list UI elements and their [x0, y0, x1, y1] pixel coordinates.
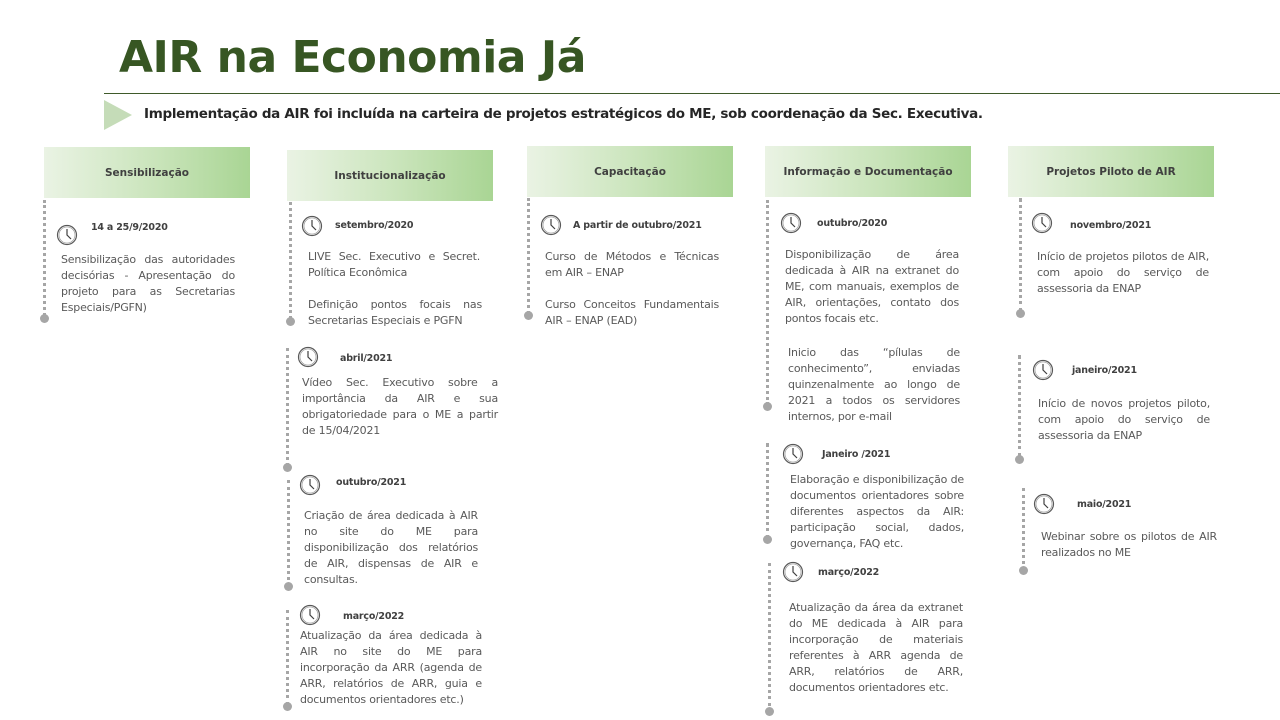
event-date: março/2022 — [343, 611, 405, 622]
event-date: maio/2021 — [1077, 499, 1132, 510]
timeline-line — [1019, 198, 1022, 312]
event-description: Elaboração e disponibilização de documentos orientadores sobre diferentes aspectos da AIR: participação social, dados, governança, FAQ etc. — [790, 473, 964, 550]
timeline-dot — [763, 402, 772, 411]
timeline-dot — [283, 463, 292, 472]
column-header-projetos-piloto: Projetos Piloto de AIR — [1008, 146, 1214, 197]
event-description: Início de projetos pilotos de AIR, com apoio do serviço de assessoria da ENAP — [1037, 250, 1209, 295]
timeline-dot — [1019, 566, 1028, 575]
event-date: novembro/2021 — [1070, 220, 1152, 231]
clock-icon — [1032, 359, 1054, 381]
clock-icon — [297, 346, 319, 368]
timeline-dot — [40, 314, 49, 323]
timeline-dot — [763, 535, 772, 544]
event-description: Curso Conceitos Fundamentais AIR – ENAP (EAD) — [545, 298, 719, 327]
timeline-line — [287, 480, 290, 587]
column-header-informacao: Informação e Documentação — [765, 146, 971, 197]
title-divider — [104, 93, 1280, 94]
column-header-sensibilizacao: Sensibilização — [44, 147, 250, 198]
event-date: setembro/2020 — [335, 220, 414, 231]
event-date: 14 a 25/9/2020 — [91, 222, 168, 233]
clock-icon — [1031, 212, 1053, 234]
timeline-line — [286, 348, 289, 466]
event-date: outubro/2020 — [817, 218, 888, 229]
timeline-dot — [286, 317, 295, 326]
event-date: outubro/2021 — [336, 477, 407, 488]
timeline-line — [766, 443, 769, 539]
timeline-line — [1018, 355, 1021, 457]
timeline-dot — [765, 707, 774, 716]
clock-icon — [1033, 493, 1055, 515]
clock-icon — [301, 215, 323, 237]
timeline-line — [766, 200, 769, 405]
event-description: Webinar sobre os pilotos de AIR realizados no ME — [1041, 530, 1217, 559]
timeline-line — [43, 200, 46, 316]
play-arrow-icon — [104, 100, 132, 130]
clock-icon — [299, 474, 321, 496]
timeline-dot — [1016, 309, 1025, 318]
event-description: LIVE Sec. Executivo e Secret. Política Econômica — [308, 250, 480, 279]
clock-icon — [780, 212, 802, 234]
timeline-line — [527, 198, 530, 314]
event-description: Criação de área dedicada à AIR no site do ME para disponibilização dos relatórios de AIR, dispensas de AIR e consultas. — [304, 509, 478, 586]
event-description: Início de novos projetos piloto, com apoio do serviço de assessoria da ENAP — [1038, 397, 1210, 442]
timeline-line — [1022, 488, 1025, 570]
clock-icon — [782, 443, 804, 465]
clock-icon — [299, 604, 321, 626]
subtitle: Implementação da AIR foi incluída na carteira de projetos estratégicos do ME, sob coordenação da Sec. Executiva. — [144, 106, 983, 122]
clock-icon — [782, 561, 804, 583]
timeline-dot — [1015, 455, 1024, 464]
event-description: Atualização da área dedicada à AIR no site do ME para incorporação da ARR (agenda de ARR, relatórios de ARR, guia e documentos orientadores etc.) — [300, 629, 482, 706]
clock-icon — [56, 224, 78, 246]
event-description: Inicio das “pílulas de conhecimento”, enviadas quinzenalmente ao longo de 2021 a todos os servidores internos, por e-mail — [788, 346, 960, 423]
event-description: Definição pontos focais nas Secretarias Especiais e PGFN — [308, 298, 482, 327]
clock-icon — [540, 214, 562, 236]
timeline-dot — [524, 311, 533, 320]
event-date: abril/2021 — [340, 353, 393, 364]
event-description: Sensibilização das autoridades decisórias - Apresentação do projeto para as Secretarias Especiais/PGFN) — [61, 253, 235, 314]
column-header-institucionalizacao: Institucionalização — [287, 150, 493, 201]
event-description: Atualização da área da extranet do ME dedicada à AIR para incorporação de materiais referentes à ARR agenda de ARR, relatórios de ARR, documentos orientadores etc. — [789, 601, 963, 694]
timeline-line — [289, 202, 292, 319]
event-date: Janeiro /2021 — [822, 449, 891, 460]
event-description: Disponibilização de área dedicada à AIR na extranet do ME, com manuais, exemplos de AIR, orientações, contato dos pontos focais etc. — [785, 248, 959, 325]
timeline-line — [768, 563, 771, 706]
timeline-dot — [284, 582, 293, 591]
event-date: janeiro/2021 — [1072, 365, 1137, 376]
timeline-line — [286, 610, 289, 705]
page-title: AIR na Economia Já — [119, 32, 586, 83]
event-description: Vídeo Sec. Executivo sobre a importância da AIR e sua obrigatoriedade para o ME a partir de 15/04/2021 — [302, 376, 498, 437]
event-description: Curso de Métodos e Técnicas em AIR – ENAP — [545, 250, 719, 279]
timeline-dot — [283, 702, 292, 711]
column-header-capacitacao: Capacitação — [527, 146, 733, 197]
event-date: março/2022 — [818, 567, 880, 578]
event-date: A partir de outubro/2021 — [573, 220, 702, 231]
